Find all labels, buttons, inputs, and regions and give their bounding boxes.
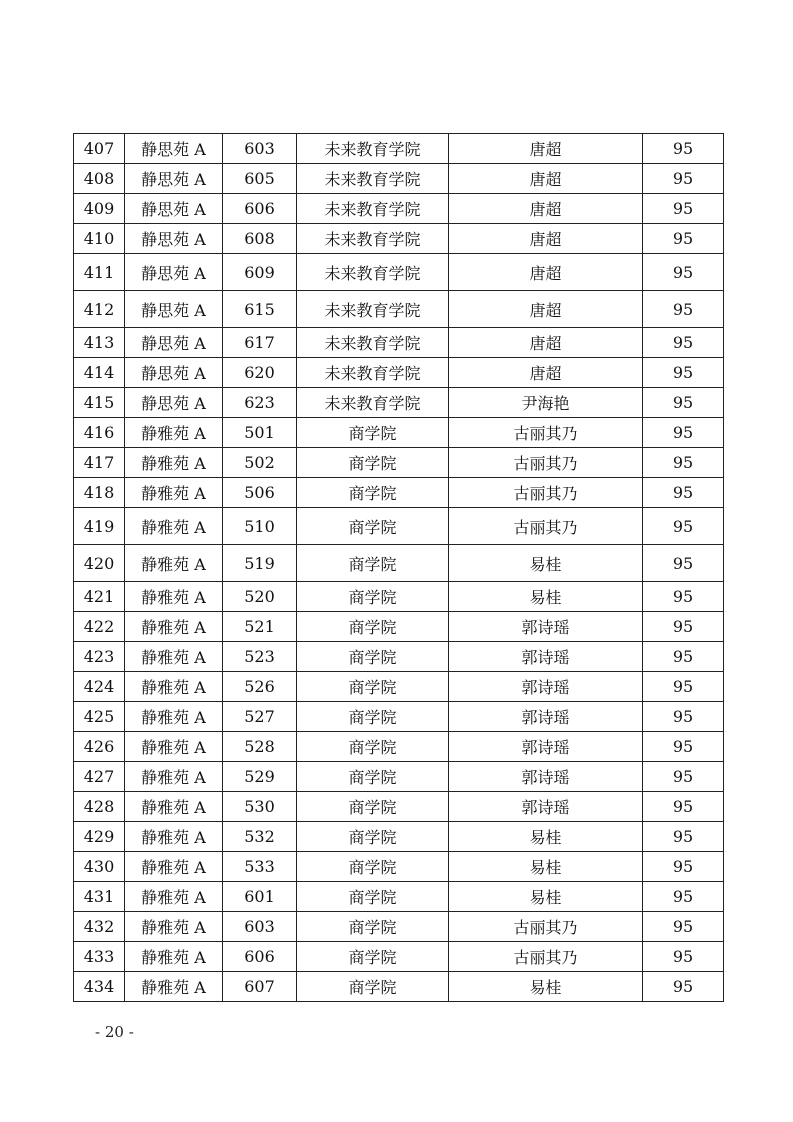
cell-college: 未来教育学院 xyxy=(297,134,449,164)
cell-room: 623 xyxy=(223,388,297,418)
table-row xyxy=(74,194,724,224)
cell-building: 静思苑 A xyxy=(125,291,223,328)
cell-person: 唐超 xyxy=(449,194,643,224)
table-row xyxy=(74,508,724,545)
table-row xyxy=(74,478,724,508)
cell-person: 古丽其乃 xyxy=(449,942,643,972)
cell-college: 未来教育学院 xyxy=(297,164,449,194)
cell-person: 唐超 xyxy=(449,291,643,328)
cell-person: 古丽其乃 xyxy=(449,478,643,508)
cell-no: 430 xyxy=(74,852,125,882)
cell-building: 静思苑 A xyxy=(125,388,223,418)
cell-score: 95 xyxy=(643,254,724,291)
cell-score: 95 xyxy=(643,762,724,792)
page-number: - 20 - xyxy=(95,1023,134,1041)
cell-person: 郭诗瑶 xyxy=(449,612,643,642)
cell-building: 静思苑 A xyxy=(125,164,223,194)
cell-college: 商学院 xyxy=(297,822,449,852)
table-row xyxy=(74,418,724,448)
cell-person: 易桂 xyxy=(449,582,643,612)
cell-no: 410 xyxy=(74,224,125,254)
cell-college: 未来教育学院 xyxy=(297,328,449,358)
cell-college: 商学院 xyxy=(297,792,449,822)
dormitory-score-table xyxy=(73,133,724,1002)
cell-college: 商学院 xyxy=(297,418,449,448)
table-row xyxy=(74,792,724,822)
cell-room: 533 xyxy=(223,852,297,882)
cell-score: 95 xyxy=(643,418,724,448)
cell-college: 商学院 xyxy=(297,612,449,642)
cell-college: 商学院 xyxy=(297,478,449,508)
cell-no: 412 xyxy=(74,291,125,328)
table-row xyxy=(74,642,724,672)
cell-person: 唐超 xyxy=(449,254,643,291)
cell-score: 95 xyxy=(643,972,724,1002)
cell-person: 尹海艳 xyxy=(449,388,643,418)
cell-college: 商学院 xyxy=(297,545,449,582)
table-row xyxy=(74,612,724,642)
cell-building: 静雅苑 A xyxy=(125,792,223,822)
cell-room: 609 xyxy=(223,254,297,291)
cell-person: 易桂 xyxy=(449,972,643,1002)
cell-no: 434 xyxy=(74,972,125,1002)
cell-room: 527 xyxy=(223,702,297,732)
table-row xyxy=(74,358,724,388)
cell-no: 426 xyxy=(74,732,125,762)
cell-person: 易桂 xyxy=(449,545,643,582)
cell-person: 唐超 xyxy=(449,134,643,164)
cell-no: 422 xyxy=(74,612,125,642)
table-row xyxy=(74,852,724,882)
cell-building: 静思苑 A xyxy=(125,194,223,224)
cell-building: 静雅苑 A xyxy=(125,822,223,852)
cell-person: 唐超 xyxy=(449,224,643,254)
cell-room: 615 xyxy=(223,291,297,328)
cell-college: 商学院 xyxy=(297,972,449,1002)
cell-no: 421 xyxy=(74,582,125,612)
cell-building: 静雅苑 A xyxy=(125,508,223,545)
cell-building: 静雅苑 A xyxy=(125,612,223,642)
cell-room: 526 xyxy=(223,672,297,702)
cell-building: 静雅苑 A xyxy=(125,972,223,1002)
cell-score: 95 xyxy=(643,642,724,672)
cell-room: 502 xyxy=(223,448,297,478)
cell-college: 商学院 xyxy=(297,448,449,478)
cell-score: 95 xyxy=(643,224,724,254)
cell-person: 郭诗瑶 xyxy=(449,732,643,762)
cell-building: 静雅苑 A xyxy=(125,545,223,582)
cell-room: 506 xyxy=(223,478,297,508)
table-row xyxy=(74,254,724,291)
cell-room: 510 xyxy=(223,508,297,545)
cell-score: 95 xyxy=(643,545,724,582)
cell-no: 413 xyxy=(74,328,125,358)
cell-room: 605 xyxy=(223,164,297,194)
cell-score: 95 xyxy=(643,852,724,882)
table-row xyxy=(74,732,724,762)
cell-room: 519 xyxy=(223,545,297,582)
cell-score: 95 xyxy=(643,328,724,358)
cell-person: 郭诗瑶 xyxy=(449,672,643,702)
table-row xyxy=(74,942,724,972)
cell-room: 521 xyxy=(223,612,297,642)
cell-building: 静雅苑 A xyxy=(125,672,223,702)
cell-score: 95 xyxy=(643,358,724,388)
cell-college: 商学院 xyxy=(297,762,449,792)
cell-no: 423 xyxy=(74,642,125,672)
cell-no: 407 xyxy=(74,134,125,164)
cell-room: 501 xyxy=(223,418,297,448)
cell-building: 静思苑 A xyxy=(125,328,223,358)
cell-score: 95 xyxy=(643,388,724,418)
cell-person: 古丽其乃 xyxy=(449,912,643,942)
cell-person: 易桂 xyxy=(449,822,643,852)
cell-no: 415 xyxy=(74,388,125,418)
cell-college: 商学院 xyxy=(297,582,449,612)
cell-college: 商学院 xyxy=(297,702,449,732)
cell-person: 郭诗瑶 xyxy=(449,762,643,792)
cell-score: 95 xyxy=(643,478,724,508)
cell-score: 95 xyxy=(643,792,724,822)
cell-score: 95 xyxy=(643,702,724,732)
cell-no: 416 xyxy=(74,418,125,448)
cell-building: 静雅苑 A xyxy=(125,762,223,792)
cell-no: 432 xyxy=(74,912,125,942)
cell-score: 95 xyxy=(643,194,724,224)
table-row xyxy=(74,762,724,792)
table-row xyxy=(74,164,724,194)
cell-college: 未来教育学院 xyxy=(297,291,449,328)
cell-score: 95 xyxy=(643,164,724,194)
cell-building: 静思苑 A xyxy=(125,224,223,254)
cell-building: 静雅苑 A xyxy=(125,882,223,912)
cell-room: 603 xyxy=(223,134,297,164)
cell-room: 530 xyxy=(223,792,297,822)
cell-college: 商学院 xyxy=(297,912,449,942)
table-row xyxy=(74,545,724,582)
cell-no: 418 xyxy=(74,478,125,508)
cell-no: 428 xyxy=(74,792,125,822)
cell-no: 424 xyxy=(74,672,125,702)
cell-person: 郭诗瑶 xyxy=(449,702,643,732)
cell-room: 606 xyxy=(223,942,297,972)
cell-score: 95 xyxy=(643,612,724,642)
cell-college: 商学院 xyxy=(297,852,449,882)
cell-no: 414 xyxy=(74,358,125,388)
cell-person: 郭诗瑶 xyxy=(449,642,643,672)
cell-building: 静雅苑 A xyxy=(125,418,223,448)
cell-building: 静雅苑 A xyxy=(125,912,223,942)
table-row xyxy=(74,972,724,1002)
cell-college: 未来教育学院 xyxy=(297,388,449,418)
cell-score: 95 xyxy=(643,508,724,545)
cell-room: 520 xyxy=(223,582,297,612)
cell-college: 商学院 xyxy=(297,508,449,545)
cell-no: 411 xyxy=(74,254,125,291)
cell-building: 静雅苑 A xyxy=(125,732,223,762)
cell-no: 408 xyxy=(74,164,125,194)
cell-room: 523 xyxy=(223,642,297,672)
table-row xyxy=(74,448,724,478)
cell-person: 古丽其乃 xyxy=(449,448,643,478)
cell-college: 商学院 xyxy=(297,642,449,672)
cell-building: 静雅苑 A xyxy=(125,642,223,672)
cell-room: 528 xyxy=(223,732,297,762)
table-row xyxy=(74,912,724,942)
cell-score: 95 xyxy=(643,822,724,852)
cell-college: 商学院 xyxy=(297,942,449,972)
cell-room: 601 xyxy=(223,882,297,912)
cell-college: 未来教育学院 xyxy=(297,254,449,291)
cell-college: 未来教育学院 xyxy=(297,358,449,388)
cell-building: 静雅苑 A xyxy=(125,478,223,508)
cell-person: 唐超 xyxy=(449,358,643,388)
table-row xyxy=(74,672,724,702)
cell-score: 95 xyxy=(643,942,724,972)
cell-room: 606 xyxy=(223,194,297,224)
cell-college: 商学院 xyxy=(297,882,449,912)
cell-building: 静思苑 A xyxy=(125,254,223,291)
cell-score: 95 xyxy=(643,912,724,942)
cell-score: 95 xyxy=(643,448,724,478)
table-row xyxy=(74,582,724,612)
cell-person: 郭诗瑶 xyxy=(449,792,643,822)
cell-no: 425 xyxy=(74,702,125,732)
cell-room: 607 xyxy=(223,972,297,1002)
cell-person: 古丽其乃 xyxy=(449,418,643,448)
table-row xyxy=(74,882,724,912)
table-row xyxy=(74,388,724,418)
cell-no: 409 xyxy=(74,194,125,224)
cell-person: 古丽其乃 xyxy=(449,508,643,545)
cell-person: 易桂 xyxy=(449,882,643,912)
cell-score: 95 xyxy=(643,672,724,702)
cell-building: 静雅苑 A xyxy=(125,852,223,882)
cell-person: 易桂 xyxy=(449,852,643,882)
cell-room: 608 xyxy=(223,224,297,254)
table-body xyxy=(74,134,724,1002)
cell-building: 静雅苑 A xyxy=(125,582,223,612)
cell-room: 532 xyxy=(223,822,297,852)
cell-no: 433 xyxy=(74,942,125,972)
cell-room: 620 xyxy=(223,358,297,388)
cell-person: 唐超 xyxy=(449,328,643,358)
cell-college: 商学院 xyxy=(297,732,449,762)
table-row xyxy=(74,224,724,254)
cell-score: 95 xyxy=(643,582,724,612)
cell-person: 唐超 xyxy=(449,164,643,194)
cell-room: 603 xyxy=(223,912,297,942)
cell-score: 95 xyxy=(643,291,724,328)
cell-no: 431 xyxy=(74,882,125,912)
cell-no: 417 xyxy=(74,448,125,478)
cell-building: 静思苑 A xyxy=(125,134,223,164)
table-row xyxy=(74,134,724,164)
table-row xyxy=(74,291,724,328)
cell-college: 未来教育学院 xyxy=(297,194,449,224)
cell-no: 429 xyxy=(74,822,125,852)
cell-building: 静雅苑 A xyxy=(125,448,223,478)
table-row xyxy=(74,702,724,732)
cell-no: 427 xyxy=(74,762,125,792)
table-row xyxy=(74,328,724,358)
cell-building: 静雅苑 A xyxy=(125,702,223,732)
cell-building: 静雅苑 A xyxy=(125,942,223,972)
cell-college: 未来教育学院 xyxy=(297,224,449,254)
cell-score: 95 xyxy=(643,134,724,164)
cell-no: 419 xyxy=(74,508,125,545)
cell-room: 617 xyxy=(223,328,297,358)
cell-score: 95 xyxy=(643,882,724,912)
table-row xyxy=(74,822,724,852)
cell-no: 420 xyxy=(74,545,125,582)
cell-room: 529 xyxy=(223,762,297,792)
cell-score: 95 xyxy=(643,732,724,762)
cell-college: 商学院 xyxy=(297,672,449,702)
cell-building: 静思苑 A xyxy=(125,358,223,388)
